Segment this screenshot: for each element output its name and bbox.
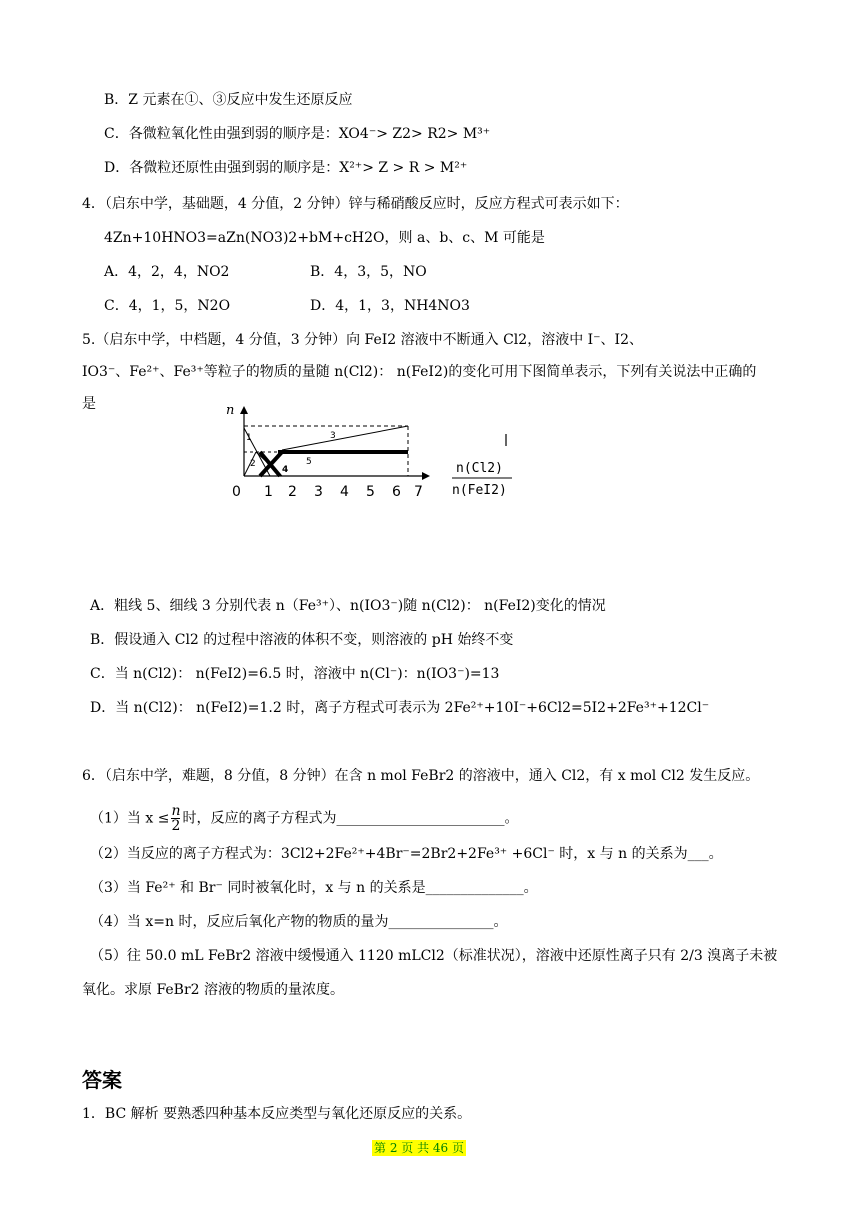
option-5d: D．当 n(Cl2)： n(FeI2)=1.2 时，离子方程式可表示为 2Fe²⁺+10I⁻+6Cl2=5I2+2Fe³⁺+12Cl⁻ (90, 700, 710, 716)
question-6-part-1-prefix: （1）当 x ≤ (90, 810, 170, 827)
reaction-graph (222, 402, 522, 502)
question-5-stem-3: 是 (82, 396, 96, 412)
option-4c: C．4，1，5，N2O (104, 298, 231, 314)
line-label-4: 4 (282, 465, 289, 475)
question-5-stem: 5.（启东中学，中档题，4 分值，3 分钟）向 FeI2 溶液中不断通入 Cl2，溶液中 I⁻、I2、 (82, 332, 643, 348)
option-5b: B．假设通入 Cl2 的过程中溶液的体积不变，则溶液的 pH 始终不变 (90, 632, 514, 648)
x-tick-0: 0 (232, 484, 241, 500)
y-axis-label: n (226, 403, 235, 418)
question-6-part-5-cont: 氧化。求原 FeBr2 溶液的物质的量浓度。 (82, 982, 345, 998)
fraction-n-over-2 (171, 804, 180, 833)
x-tick-2: 2 (288, 484, 297, 500)
question-6-stem: 6．（启东中学，难题，8 分值，8 分钟）在含 n mol FeBr2 的溶液中，通入 Cl2，有 x mol Cl2 发生反应。 (82, 768, 760, 784)
x-label-numerator: n(Cl2) (456, 461, 503, 476)
option-4a: A．4，2，4，NO2 (104, 264, 230, 280)
question-6-part-3: （3）当 Fe²⁺ 和 Br⁻ 同时被氧化时，x 与 n 的关系是______________。 (90, 880, 538, 896)
line-label-3: 3 (330, 431, 336, 441)
fraction-denominator: 2 (171, 818, 181, 834)
page-footer: 第 2 页 共 46 页 (374, 1141, 464, 1155)
option-4b: B．4，3，5，NO (310, 264, 427, 280)
option-3b: B．Z 元素在①、③反应中发生还原反应 (104, 92, 353, 108)
line-label-2: 2 (250, 459, 256, 469)
x-tick-4: 4 (340, 484, 349, 500)
x-tick-7: 7 (414, 484, 423, 500)
answers-heading: 答案 (82, 1068, 122, 1092)
fraction-numerator: n (171, 803, 181, 819)
question-6-part-1 (90, 804, 518, 833)
x-tick-6: 6 (392, 484, 401, 500)
option-5a: A．粗线 5、细线 3 分别代表 n（Fe³⁺）、n(IO3⁻)随 n(Cl2)： n(FeI2)变化的情况 (90, 598, 606, 614)
line-label-5: 5 (306, 457, 312, 467)
option-5c: C．当 n(Cl2)： n(FeI2)=6.5 时，溶液中 n(Cl⁻)：n(IO3⁻)=13 (90, 666, 500, 682)
x-tick-3: 3 (314, 484, 323, 500)
question-5-figure (222, 402, 522, 502)
question-6-part-1-suffix: 时，反应的离子方程式为________________________。 (182, 810, 519, 827)
x-axis-arrow (422, 472, 430, 480)
option-3c: C．各微粒氧化性由强到弱的顺序是：XO4⁻> Z2> R2> M³⁺ (104, 126, 491, 142)
question-6-part-2: （2）当反应的离子方程式为：3Cl2+2Fe²⁺+4Br⁻=2Br2+2Fe³⁺ +6Cl⁻ 时，x 与 n 的关系为___。 (90, 846, 723, 862)
option-4d: D．4，1，3，NH4NO3 (310, 298, 470, 314)
option-3d: D．各微粒还原性由强到弱的顺序是：X²⁺> Z > R > M²⁺ (104, 160, 468, 176)
y-axis-arrow (240, 406, 248, 414)
x-tick-1: 1 (264, 484, 273, 500)
x-label-denominator: n(FeI2) (452, 483, 507, 498)
answer-1: 1．BC 解析 要熟悉四种基本反应类型与氧化还原反应的关系。 (82, 1106, 472, 1122)
line-3 (282, 426, 408, 450)
question-4-equation: 4Zn+10HNO3=aZn(NO3)2+bM+cH2O，则 a、b、c、M 可能是 (104, 230, 545, 246)
question-6-part-4: （4）当 x=n 时，反应后氧化产物的物质的量为_______________。 (90, 914, 508, 930)
question-4-stem: 4．（启东中学，基础题，4 分值，2 分钟）锌与稀硝酸反应时，反应方程式可表示如下： (82, 196, 629, 212)
question-6-part-5: （5）往 50.0 mL FeBr2 溶液中缓慢通入 1120 mLCl2（标准状况），溶液中还原性离子只有 2/3 溴离子未被 (90, 948, 778, 964)
line-label-1: 1 (246, 433, 252, 443)
x-tick-5: 5 (366, 484, 375, 500)
question-5-stem-2: IO3⁻、Fe²⁺、Fe³⁺等粒子的物质的量随 n(Cl2)： n(FeI2)的变化可用下图简单表示，下列有关说法中正确的 (82, 364, 757, 380)
